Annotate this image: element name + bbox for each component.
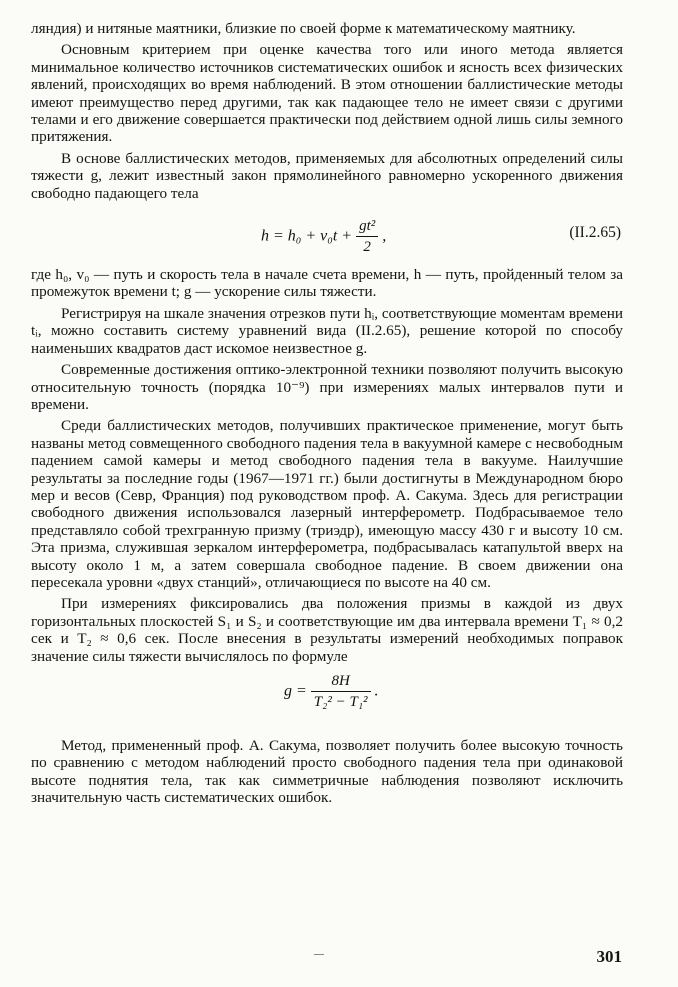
paragraph-4: где h₀, v₀ — путь и скорость тела в начале счета времени, h — путь, пройденный телом за промежуток времени t; g — ускорение силы тяжести. — [31, 266, 623, 301]
formula-kinematics-denominator: 2 — [363, 239, 371, 256]
formula-kinematics-lhs: h = h₀ + v₀t + — [261, 227, 353, 245]
paragraph-2: Основным критерием при оценке качества того или иного метода является минимальное количество источников систематических ошибок и ясность всех физических явлений, происходящих во время наблюдений. В этом отношении баллистические методы имеют преимущество перед другими, так как падающее тело не имеет связи с другими телами и его движение совершается практически под действием одной лишь силы земного притяжения. — [31, 41, 623, 146]
text-column — [31, 20, 623, 807]
paragraph-8: При измерениях фиксировались два положения призмы в каждой из двух горизонтальных плоскостей S₁ и S₂ и соответствующие им два интервала времени T₁ ≈ 0,2 сек и T₂ ≈ 0,6 сек. После внесения в результаты измерений необходимых поправок значение силы тяжести вычислялось по формуле — [31, 595, 623, 665]
formula-kinematics-fraction — [356, 218, 378, 256]
paragraph-6: Современные достижения оптико-электронной техники позволяют получить высокую относительную точность (порядка 10⁻⁹) при измерениях малых интервалов пути и времени. — [31, 361, 623, 413]
formula-kinematics-expression — [261, 218, 386, 256]
paragraph-1: ляндия) и нитяные маятники, близкие по своей форме к математическому маятнику. — [31, 20, 576, 37]
paragraph-5: Регистрируя на шкале значения отрезков пути hᵢ, соответствующие моментам времени tᵢ, можно составить систему уравнений вида (II.2.65), решение которой по способу наименьших квадратов даст искомое неизвестное g. — [31, 304, 623, 357]
formula-kinematics — [31, 202, 623, 266]
formula-gravity-fraction — [311, 673, 371, 711]
decorative-dash — [314, 954, 324, 955]
formula-gravity-numerator: 8H — [311, 673, 371, 692]
equation-number: (II.2.65) — [569, 224, 621, 242]
paragraph-7: Среди баллистических методов, получивших практическое применение, могут быть названы метод совмещенного свободного падения тела в вакуумной камере с несвободным падением самой камеры и метод свободного падения тела в вакууме. Наилучшие результаты за последние годы (1967—1971 гг.) были достигнуты в Международном бюро мер и весов (Севр, Франция) под руководством проф. А. Сакума. Здесь для регистрации свободного движения использовался лазерный интерферометр. Подбрасываемое тело представляло собой трехгранную призму (триэдр), имеющую массу 430 г и высоту 10 см. Эта призма, служившая зеркалом интерферометра, подбрасывалась катапультой вверх на высоту около 1 м, а затем совершала свободное падение. В своем движении она пересекала уровни «двух станций», отличающиеся по высоте на 40 см. — [31, 417, 623, 591]
formula-kinematics-numerator: gt² — [356, 218, 378, 237]
formula-gravity-lhs: g = — [284, 682, 307, 700]
formula-gravity-denominator: T₂² − T₁² — [313, 694, 368, 710]
formula-gravity-expression — [284, 673, 379, 711]
page-number: 301 — [596, 947, 622, 966]
formula-gravity — [31, 665, 623, 737]
paragraph-3: В основе баллистических методов, применяемых для абсолютных определений силы тяжести g, лежит известный закон прямолинейного равномерно ускоренного движения свободно падающего тела — [31, 149, 623, 202]
formula-kinematics-tail: , — [382, 227, 387, 245]
formula-gravity-tail: . — [374, 682, 379, 700]
paragraph-9: Метод, примененный проф. А. Сакума, позволяет получить более высокую точность по сравнению с методом наблюдений просто свободного падения тела при одинаковой высоте поднятия тела, так как симметричные наблюдения позволяют исключить значительную часть систематических ошибок. — [31, 737, 623, 807]
